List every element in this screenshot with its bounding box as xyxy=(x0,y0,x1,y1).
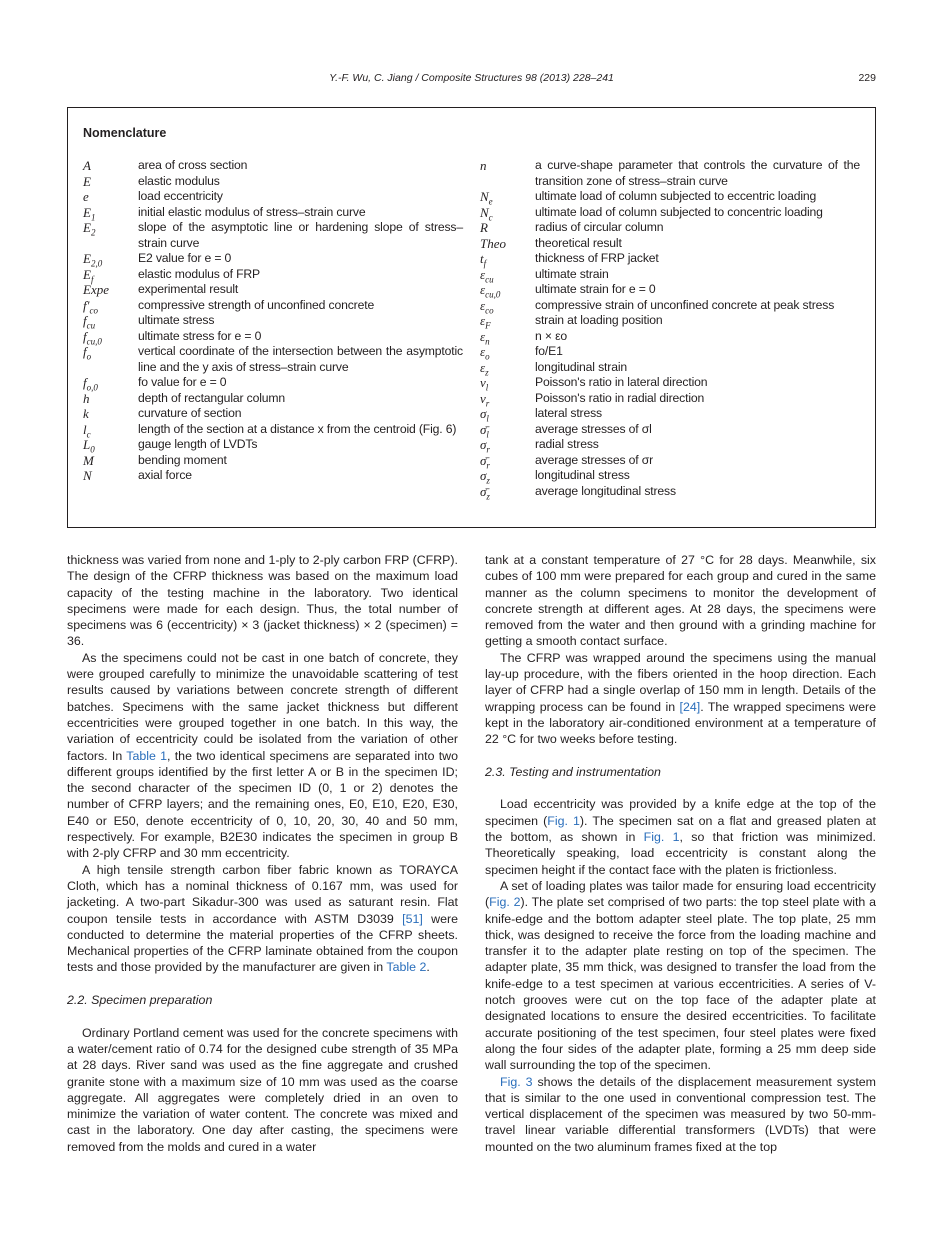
nomenclature-symbol xyxy=(480,484,535,500)
nomenclature-entry xyxy=(83,329,463,345)
symbol-base: f xyxy=(83,313,87,328)
nomenclature-description: thickness of FRP jacket xyxy=(535,251,659,265)
symbol-subscript: cu,0 xyxy=(86,336,102,347)
nomenclature-entry xyxy=(83,189,463,205)
nomenclature-entry xyxy=(480,236,860,252)
paragraph-text: The CFRP was wrapped around the specimens using the manual lay-up procedure, with the fibers oriented in the hoop direction. Each layer of CFRP had a single overlap of 150 mm in length. Details of the wrapping process can be found in xyxy=(485,650,876,714)
symbol-base: E xyxy=(83,266,91,282)
nomenclature-symbol xyxy=(480,360,535,376)
nomenclature-entry xyxy=(480,267,860,283)
nomenclature-description: theoretical result xyxy=(535,235,622,250)
nomenclature-symbol xyxy=(83,267,138,283)
paragraph xyxy=(67,650,458,862)
reference-link[interactable]: Table 2 xyxy=(386,960,427,975)
symbol-subscript: l xyxy=(486,429,489,440)
nomenclature-description: depth of rectangular column xyxy=(138,390,286,405)
nomenclature-symbol xyxy=(83,391,138,407)
symbol-base: σ̄ xyxy=(480,452,487,468)
symbol-base: ε xyxy=(480,282,486,297)
symbol-subscript: cu xyxy=(86,320,96,331)
nomenclature-description: area of cross section xyxy=(138,158,248,172)
symbol-base: A xyxy=(83,158,91,173)
nomenclature-entry xyxy=(480,344,860,360)
symbol-base: N xyxy=(480,189,489,204)
nomenclature-description: experimental result xyxy=(138,282,239,296)
paragraph-text: shows the details of the displacement measurement system that is similar to the one used in conventional compression test. The vertical displacement of the specimen was measured by two 50-mm-travel linear variable differential transformers (LVDTs) that were mounted on the two aluminum frames fixed at the top xyxy=(485,1074,876,1154)
nomenclature-columns xyxy=(83,158,860,502)
reference-link[interactable]: Fig. 3 xyxy=(500,1074,533,1089)
symbol-subscript: r xyxy=(485,398,490,409)
nomenclature-entry xyxy=(480,158,860,189)
section-heading: 2.2. Specimen preparation xyxy=(67,993,213,1008)
paragraph-text: thickness was varied from none and 1-ply to 2-ply carbon FRP (CFRP). The design of the CFRP thickness was based on the maximum load capacity of the testing machine in the laboratory. Two identical specimens were made for each design. Thus, the total number of specimens was 6 (eccentricity) × 3 (jacket thickness) × 2 (specimen) = 36. xyxy=(67,553,458,649)
symbol-base: M xyxy=(83,452,94,468)
nomenclature-description: ultimate load of column subjected to eccentric loading xyxy=(535,189,817,203)
nomenclature-right-column xyxy=(480,158,860,502)
nomenclature-symbol xyxy=(480,313,535,329)
symbol-base: f xyxy=(83,328,87,344)
symbol-subscript: z xyxy=(486,491,490,502)
nomenclature-description: average stresses of σr xyxy=(535,452,654,467)
symbol-base: L xyxy=(83,437,91,452)
nomenclature-entry xyxy=(480,282,860,298)
symbol-base: ε xyxy=(480,359,486,375)
symbol-base: E xyxy=(83,220,91,235)
symbol-base: k xyxy=(83,406,89,421)
paragraph-text: . xyxy=(426,960,430,975)
nomenclature-symbol xyxy=(83,437,138,453)
nomenclature-description: compressive strength of unconfined concrete xyxy=(138,297,375,312)
symbol-subscript: co xyxy=(89,305,98,316)
nomenclature-symbol xyxy=(480,329,535,345)
symbol-base: n xyxy=(480,158,487,173)
nomenclature-title: Nomenclature xyxy=(83,126,167,140)
nomenclature-symbol xyxy=(480,282,535,298)
nomenclature-description: average longitudinal stress xyxy=(535,483,676,498)
nomenclature-entry xyxy=(480,251,860,267)
nomenclature-description: ultimate strain for e = 0 xyxy=(535,282,656,296)
nomenclature-entry xyxy=(83,344,463,375)
reference-link[interactable]: Fig. 2 xyxy=(489,895,521,910)
paragraph xyxy=(67,862,458,976)
paragraph-text: were conducted to determine the material properties of the CFRP sheets. Mechanical properties of the CFRP laminate obtained from the coupon tests and those provided by the manufacturer are given in xyxy=(67,911,458,975)
nomenclature-description: vertical coordinate of the intersection between the asymptotic line and the y axis of stress–strain curve xyxy=(138,344,463,374)
paragraph xyxy=(485,1074,876,1155)
nomenclature-entry xyxy=(83,205,463,221)
reference-link[interactable]: Fig. 1 xyxy=(643,830,680,845)
nomenclature-symbol xyxy=(480,453,535,469)
journal-citation: Y.-F. Wu, C. Jiang / Composite Structures 98 (2013) 228–241 xyxy=(329,72,614,84)
paragraph xyxy=(485,552,876,650)
nomenclature-symbol xyxy=(480,422,535,438)
paragraph-text: Load eccentricity was provided by a knife edge at the top of the specimen ( xyxy=(485,797,876,828)
symbol-base: σ̄ xyxy=(480,421,487,437)
body-columns xyxy=(67,552,876,1155)
paragraph-text: Ordinary Portland cement was used for the concrete specimens with a water/cement ratio of 0.74 for the designed cube strength of 35 MPa at 28 days. River sand was used as the fine aggregate and crushed granite stone with a maximum size of 10 mm was used as the coarse aggregate. All aggregates were completely dried in an oven to minimize the variation of water content. The concrete was mixed and cast in the laboratory. One day after casting, the specimens were removed from the molds and cured in a water xyxy=(67,1025,458,1154)
symbol-base: σ̄ xyxy=(480,483,487,499)
symbol-subscript: cu xyxy=(485,274,494,285)
symbol-base: e xyxy=(83,189,89,204)
symbol-subscript: cu,0 xyxy=(485,289,501,300)
nomenclature-entry xyxy=(480,484,860,500)
nomenclature-symbol xyxy=(83,422,138,438)
symbol-base: ε xyxy=(480,297,486,313)
nomenclature-description: radial stress xyxy=(535,437,599,451)
nomenclature-description: lateral stress xyxy=(535,406,602,420)
body-right-column xyxy=(485,552,876,1155)
symbol-base: ν xyxy=(480,390,486,406)
nomenclature-entry xyxy=(480,453,860,469)
symbol-base: ν xyxy=(480,375,486,390)
nomenclature-entry xyxy=(83,437,463,453)
nomenclature-description: slope of the asymptotic line or hardening slope of stress–strain curve xyxy=(138,220,463,250)
symbol-base: Expe xyxy=(83,282,109,297)
symbol-base: R xyxy=(480,220,488,235)
nomenclature-symbol xyxy=(83,468,138,484)
body-left-column xyxy=(67,552,458,1155)
nomenclature-description: length of the section at a distance x from the centroid (Fig. 6) xyxy=(138,421,457,436)
nomenclature-symbol xyxy=(83,251,138,267)
symbol-base: f′ xyxy=(83,297,90,313)
paragraph xyxy=(485,796,876,877)
nomenclature-entry xyxy=(83,391,463,407)
nomenclature-symbol xyxy=(83,158,138,174)
nomenclature-description: Poisson's ratio in radial direction xyxy=(535,390,705,405)
symbol-subscript: l xyxy=(485,382,489,393)
symbol-subscript: r xyxy=(486,444,490,455)
paragraph-text: ). The specimen sat on a flat and greased platen at the bottom, as shown in xyxy=(485,813,876,845)
symbol-base: ε xyxy=(480,344,486,359)
symbol-base: f xyxy=(83,375,87,390)
running-header xyxy=(67,71,876,85)
nomenclature-entry xyxy=(480,298,860,314)
nomenclature-description: fo/E1 xyxy=(535,344,563,358)
nomenclature-symbol xyxy=(83,329,138,345)
nomenclature-entry xyxy=(83,298,463,314)
nomenclature-entry xyxy=(480,220,860,236)
nomenclature-entry xyxy=(480,391,860,407)
paragraph-text: tank at a constant temperature of 27 °C for 28 days. Meanwhile, six cubes of 100 mm were prepared for each group and cured in the same manner as the column specimens to monitor the development of concrete strength at different ages. At 28 days, the specimens were removed from the water and then ground with a grinding machine for getting a smooth contact surface. xyxy=(485,553,876,649)
nomenclature-entry xyxy=(83,468,463,484)
nomenclature-entry xyxy=(83,220,463,251)
nomenclature-entry xyxy=(83,158,463,174)
nomenclature-entry xyxy=(480,360,860,376)
reference-link[interactable]: Table 1 xyxy=(126,748,168,763)
symbol-base: Theo xyxy=(480,235,506,251)
paragraph xyxy=(485,878,876,1074)
symbol-subscript: 2,0 xyxy=(90,258,103,269)
symbol-base: N xyxy=(480,204,489,220)
reference-link[interactable]: [51] xyxy=(402,911,423,926)
nomenclature-entry xyxy=(83,406,463,422)
symbol-subscript: c xyxy=(86,429,91,440)
nomenclature-symbol xyxy=(480,205,535,221)
symbol-subscript: z xyxy=(485,367,489,378)
symbol-base: ε xyxy=(480,328,486,344)
symbol-subscript: o xyxy=(485,351,490,362)
nomenclature-description: a curve-shape parameter that controls the curvature of the transition zone of stress–strain curve xyxy=(535,158,860,188)
nomenclature-description: Poisson's ratio in lateral direction xyxy=(535,375,708,389)
nomenclature-symbol xyxy=(83,282,138,298)
nomenclature-symbol xyxy=(480,375,535,391)
nomenclature-entry xyxy=(480,468,860,484)
symbol-base: σ xyxy=(480,468,487,483)
nomenclature-description: elastic modulus of FRP xyxy=(138,266,261,281)
nomenclature-description: gauge length of LVDTs xyxy=(138,437,258,451)
nomenclature-entry xyxy=(480,437,860,453)
nomenclature-description: radius of circular column xyxy=(535,220,664,234)
symbol-base: N xyxy=(83,468,92,483)
nomenclature-symbol xyxy=(83,453,138,469)
nomenclature-symbol xyxy=(480,220,535,236)
nomenclature-symbol xyxy=(83,189,138,205)
nomenclature-description: initial elastic modulus of stress–strain curve xyxy=(138,204,366,219)
symbol-subscript: 2 xyxy=(90,227,96,238)
nomenclature-symbol xyxy=(480,267,535,283)
nomenclature-description: axial force xyxy=(138,468,192,482)
nomenclature-symbol xyxy=(83,375,138,391)
nomenclature-symbol xyxy=(480,468,535,484)
nomenclature-symbol xyxy=(480,251,535,267)
nomenclature-symbol xyxy=(83,220,138,251)
symbol-subscript: r xyxy=(486,460,490,471)
paragraph-text: , the two identical specimens are separated into two different groups identified by the first letter A or B in the specimen ID; the second character of the specimen ID (0, 1 or 2) denotes the number of CFRP layers; and the remaining ones, E0, E10, E20, E30, E40 or E50, denote eccentricity of 0, 10, 20, 30, 40 and 50 mm, respectively. For example, B2E30 indicates the specimen in group B with 2-ply CFRP and 30 mm eccentricity. xyxy=(67,748,458,861)
symbol-base: E xyxy=(83,251,91,266)
nomenclature-entry xyxy=(480,406,860,422)
nomenclature-symbol xyxy=(83,298,138,314)
symbol-base: ε xyxy=(480,266,486,282)
symbol-subscript: co xyxy=(485,305,494,316)
symbol-base: σ xyxy=(480,406,487,421)
nomenclature-description: elastic modulus xyxy=(138,173,220,188)
symbol-subscript: 0 xyxy=(90,444,95,455)
paragraph-text: As the specimens could not be cast in one batch of concrete, they were grouped carefully to minimize the unavoidable scattering of test results caused by variations between concrete strength of different batches. Specimens with the same jacket thickness but different eccentricities were grouped together in one batch. In this way, the variation of eccentricity could be isolated from the variation of other factors. In xyxy=(67,650,458,763)
section-heading: 2.3. Testing and instrumentation xyxy=(485,764,661,779)
nomenclature-symbol xyxy=(480,298,535,314)
paragraph-text: , so that friction was minimized. Theoretically speaking, load eccentricity is constant along the specimen height if the contact face with the platen is frictionless. xyxy=(485,830,876,877)
symbol-subscript: 1 xyxy=(90,212,96,223)
symbol-subscript: n xyxy=(485,336,490,347)
paragraph xyxy=(67,552,458,650)
symbol-base: E xyxy=(83,173,91,189)
nomenclature-entry xyxy=(480,375,860,391)
nomenclature-description: longitudinal strain xyxy=(535,359,628,374)
nomenclature-description: longitudinal stress xyxy=(535,468,630,482)
nomenclature-symbol xyxy=(83,406,138,422)
symbol-base: l xyxy=(83,421,87,437)
nomenclature-entry xyxy=(480,313,860,329)
nomenclature-symbol xyxy=(480,406,535,422)
nomenclature-entry xyxy=(83,251,463,267)
symbol-subscript: z xyxy=(486,475,490,486)
nomenclature-entry xyxy=(83,375,463,391)
nomenclature-description: ultimate strain xyxy=(535,266,609,281)
symbol-base: h xyxy=(83,390,90,406)
nomenclature-entry xyxy=(480,422,860,438)
symbol-subscript: o xyxy=(86,351,92,362)
nomenclature-description: E2 value for e = 0 xyxy=(138,251,232,265)
nomenclature-description: average stresses of σl xyxy=(535,421,652,436)
nomenclature-description: ultimate stress for e = 0 xyxy=(138,328,262,343)
nomenclature-entry xyxy=(480,205,860,221)
nomenclature-entry xyxy=(83,282,463,298)
paragraph-text: A set of loading plates was tailor made for ensuring load eccentricity ( xyxy=(485,878,876,910)
nomenclature-entry xyxy=(480,329,860,345)
page-number: 229 xyxy=(858,72,876,84)
nomenclature-entry xyxy=(83,313,463,329)
nomenclature-symbol xyxy=(83,174,138,190)
symbol-base: σ xyxy=(480,437,487,452)
nomenclature-symbol xyxy=(480,189,535,205)
nomenclature-description: curvature of section xyxy=(138,406,242,420)
nomenclature-symbol xyxy=(480,437,535,453)
paragraph-text: ). The plate set comprised of two parts: the top steel plate with a knife-edge and the bottom adapter steel plate. The top plate, 25 mm thick, was designed to receive the force from the loading machine and transfer it to the adapter plate resting on top of the specimen. The adapter plate, 35 mm thick, was designed to transfer the load from the knife-edge to a test specimen at various eccentricities. A series of V-notch grooves were cut on the top face of the adapter plate at designated locations to ensure the desired eccentricities. To facilitate accurate positioning of the test specimen, four steel plates were fixed along the four sides of the adapter plate, forming a 25 mm deep side wall surrounding the top of the specimen. xyxy=(485,895,876,1073)
symbol-subscript: F xyxy=(485,320,491,331)
nomenclature-symbol xyxy=(480,344,535,360)
nomenclature-symbol xyxy=(83,205,138,221)
nomenclature-box xyxy=(67,107,876,528)
nomenclature-description: bending moment xyxy=(138,452,227,467)
nomenclature-description: ultimate load of column subjected to concentric loading xyxy=(535,204,823,219)
nomenclature-entry xyxy=(83,174,463,190)
symbol-base: t xyxy=(480,251,484,266)
symbol-base: f xyxy=(83,344,87,359)
paragraph-text: . The wrapped specimens were kept in the laboratory air-conditioned environment at a temperature of 22 °C for two weeks before testing. xyxy=(485,699,877,747)
nomenclature-symbol xyxy=(480,391,535,407)
nomenclature-entry xyxy=(480,189,860,205)
symbol-subscript: l xyxy=(486,413,489,424)
symbol-subscript: f xyxy=(90,274,94,285)
symbol-subscript: f xyxy=(483,258,487,269)
symbol-subscript: o,0 xyxy=(86,382,98,393)
nomenclature-entry xyxy=(83,453,463,469)
reference-link[interactable]: [24] xyxy=(679,699,701,714)
reference-link[interactable]: Fig. 1 xyxy=(547,813,580,828)
nomenclature-description: load eccentricity xyxy=(138,189,223,203)
nomenclature-entry xyxy=(83,267,463,283)
symbol-base: E xyxy=(83,204,91,220)
nomenclature-description: fo value for e = 0 xyxy=(138,375,227,389)
nomenclature-symbol xyxy=(480,158,535,189)
paragraph xyxy=(485,650,876,748)
nomenclature-description: n × εo xyxy=(535,328,567,343)
symbol-subscript: c xyxy=(488,212,493,223)
nomenclature-symbol xyxy=(83,344,138,375)
nomenclature-entry xyxy=(83,422,463,438)
nomenclature-description: compressive strain of unconfined concrete at peak stress xyxy=(535,297,835,312)
paragraph-text: A high tensile strength carbon fiber fabric known as TORAYCA Cloth, which has a nominal thickness of 0.167 mm, was used for jacketing. A two-part Sikadur-300 was used as saturant resin. Flat coupon tensile tests in accordance with ASTM D3039 xyxy=(67,862,458,926)
nomenclature-symbol xyxy=(83,313,138,329)
paragraph xyxy=(67,1025,458,1155)
nomenclature-description: ultimate stress xyxy=(138,313,215,327)
symbol-subscript: e xyxy=(488,196,493,207)
nomenclature-symbol xyxy=(480,236,535,252)
nomenclature-description: strain at loading position xyxy=(535,313,663,327)
symbol-base: ε xyxy=(480,313,486,328)
nomenclature-left-column xyxy=(83,158,463,499)
